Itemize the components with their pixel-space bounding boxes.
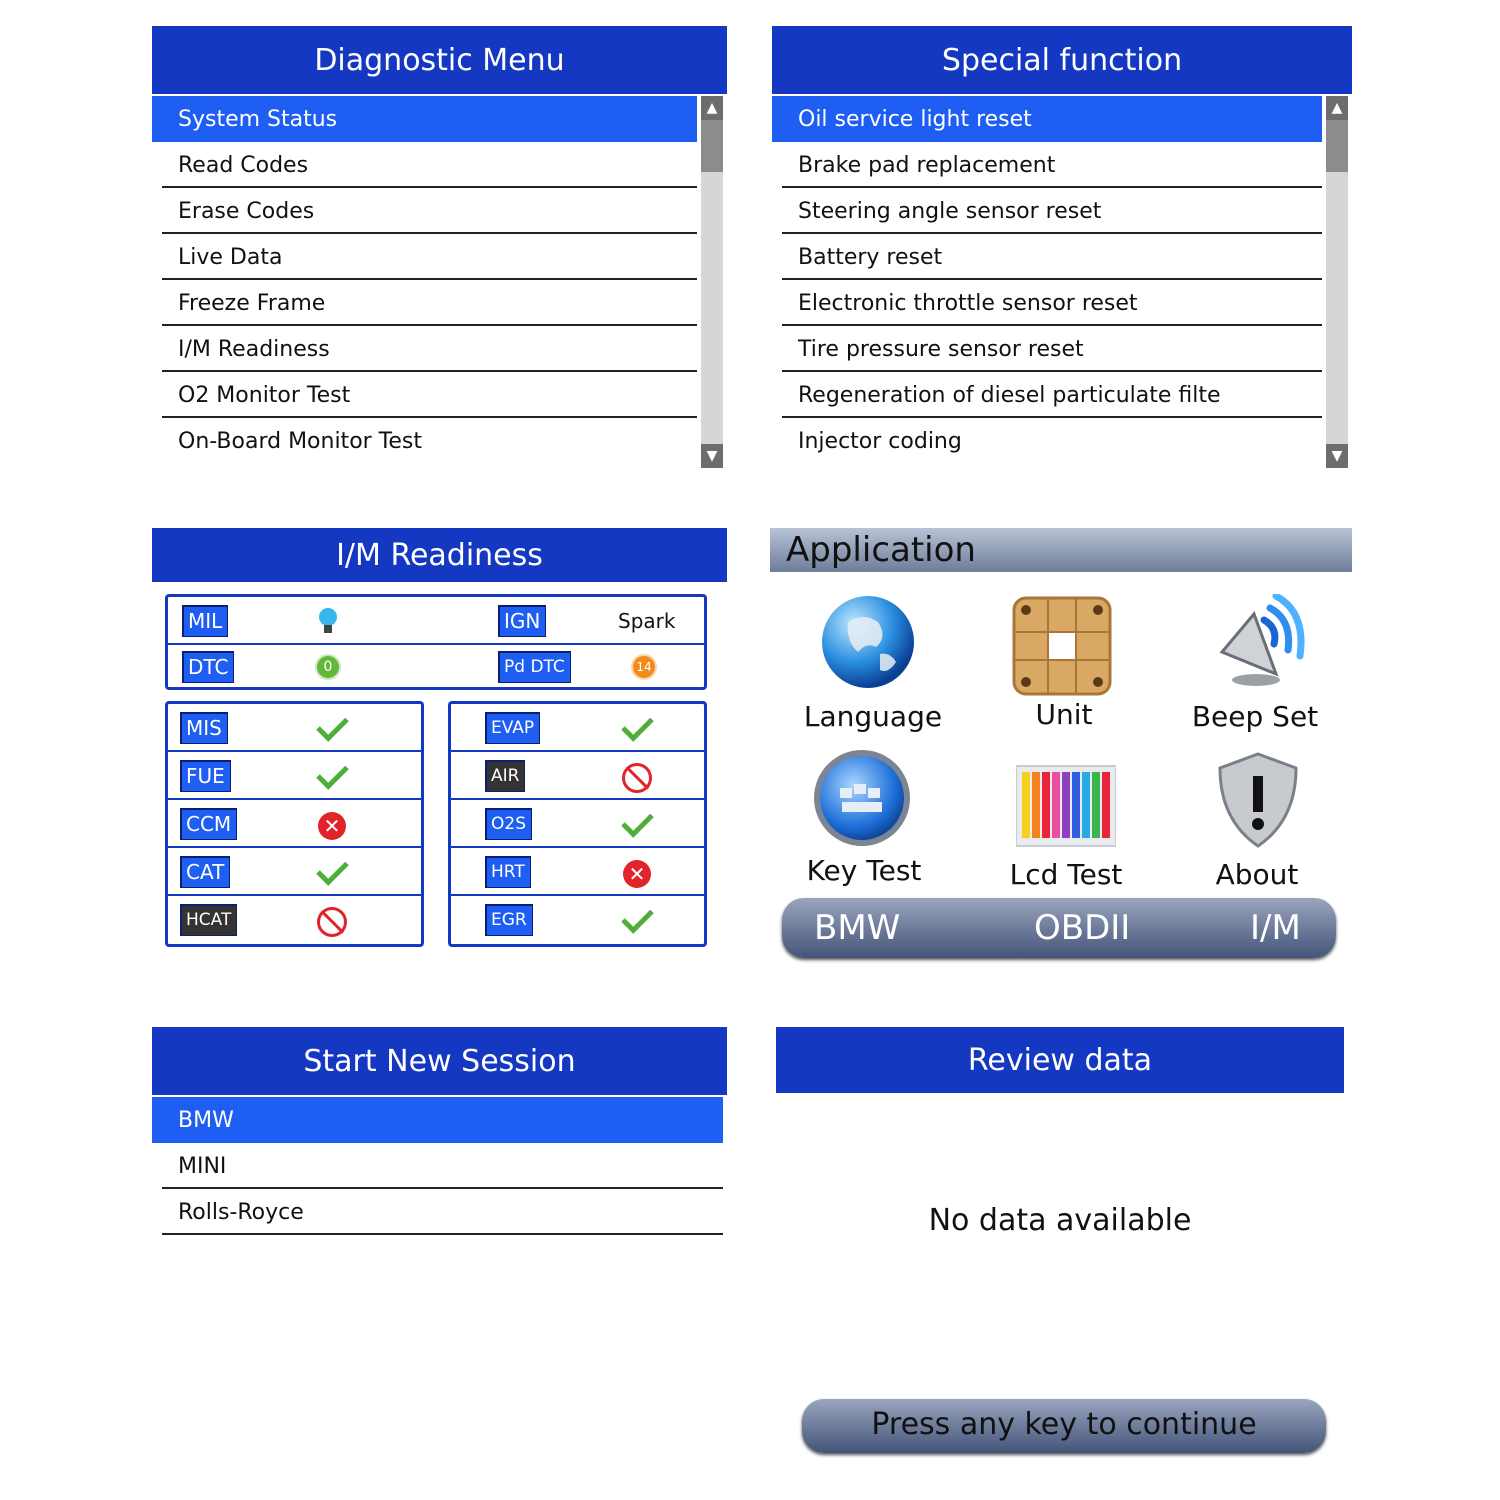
app-label: Lcd Test [1009,858,1123,891]
vehicle-mode-bar [782,898,1336,958]
scrollbar[interactable] [701,96,723,468]
ruler-frame-icon [1012,596,1112,696]
app-label: Language [803,700,943,733]
menu-list [772,96,1322,464]
scrollbar[interactable] [1326,96,1348,468]
monitor-row [451,896,704,944]
color-bars-icon [1016,756,1116,856]
empty-state-message: No data available [928,1203,1192,1238]
speaker-icon [1208,594,1308,694]
pd-dtc-tag: Pd DTC [498,651,571,683]
special-function-screen [772,26,1352,468]
monitor-tag-egr: EGR [485,904,533,936]
error-x-icon: ✕ [619,854,655,890]
error-x-icon: ✕ [314,806,350,842]
menu-item-live-data[interactable]: Live Data [152,234,697,280]
pd-dtc-count-badge: 14 [626,649,662,685]
menu-item-oil-service-reset[interactable]: Oil service light reset [772,96,1322,142]
not-supported-icon [619,758,655,794]
menu-item-o2-monitor-test[interactable]: O2 Monitor Test [152,372,697,418]
menu-item-im-readiness[interactable]: I/M Readiness [152,326,697,372]
menu-item-erase-codes[interactable]: Erase Codes [152,188,697,234]
menu-item-system-status[interactable]: System Status [152,96,697,142]
monitor-tag-fue: FUE [180,760,231,792]
screen-title: Start New Session [152,1027,727,1095]
list-item-mini[interactable]: MINI [152,1143,723,1189]
dtc-tag: DTC [182,651,234,683]
dtc-count-badge: 0 [310,649,346,685]
menu-item-injector-coding[interactable]: Injector coding [798,428,962,454]
app-label: Unit [1035,698,1093,731]
menu-item-throttle-reset[interactable]: Electronic throttle sensor reset [772,280,1322,326]
list-item-bmw[interactable]: BMW [152,1097,723,1143]
check-icon [619,902,655,938]
menu-item-brake-pad[interactable]: Brake pad replacement [772,142,1322,188]
menu-item-freeze-frame[interactable]: Freeze Frame [152,280,697,326]
monitor-box-left [165,701,424,947]
screen-title: Review data [776,1027,1344,1093]
monitor-row [451,752,704,800]
monitor-row [168,800,421,848]
screen-title: Special function [772,26,1352,94]
scroll-down-icon[interactable]: ▼ [1326,444,1348,468]
scroll-up-icon[interactable]: ▲ [701,96,723,120]
scroll-up-icon[interactable]: ▲ [1326,96,1348,120]
monitor-row [168,896,421,944]
start-new-session-screen [152,1027,727,1471]
check-icon [314,710,350,746]
menu-item-battery-reset[interactable]: Battery reset [772,234,1322,280]
menu-item-steering-angle[interactable]: Steering angle sensor reset [772,188,1322,234]
screen-title: Application [770,528,1352,572]
menu-item-tire-pressure[interactable]: Tire pressure sensor reset [772,326,1322,372]
monitor-tag-hrt: HRT [485,856,531,888]
diagnostic-menu-screen [152,26,727,468]
monitor-tag-mis: MIS [180,712,228,744]
not-supported-icon [314,902,350,938]
monitor-tag-o2s: O2S [485,808,532,840]
bar-item-bmw[interactable]: BMW [814,908,901,948]
monitor-tag-hcat: HCAT [180,904,237,936]
monitor-tag-ccm: CCM [180,808,237,840]
bar-item-im[interactable]: I/M [1250,908,1301,948]
list-item-rolls-royce[interactable]: Rolls-Royce [152,1189,723,1235]
continue-button[interactable]: Press any key to continue [802,1399,1326,1453]
monitor-box-right [448,701,707,947]
check-icon [619,710,655,746]
menu-item-read-codes[interactable]: Read Codes [152,142,697,188]
menu-list [152,96,697,464]
screen-title: Diagnostic Menu [152,26,727,94]
scroll-down-icon[interactable]: ▼ [701,444,723,468]
summary-row-1 [168,597,704,645]
app-label: Beep Set [1191,700,1319,733]
monitor-row [451,800,704,848]
monitor-row [168,704,421,752]
monitor-row [451,704,704,752]
check-icon [619,806,655,842]
scroll-thumb[interactable] [1326,120,1348,172]
monitor-tag-evap: EVAP [485,712,540,744]
monitor-row [168,752,421,800]
application-screen [770,528,1352,964]
app-label: About [1215,858,1299,891]
monitor-tag-air: AIR [485,760,525,792]
menu-item-dpf-regeneration[interactable]: Regeneration of diesel particulate filte [772,372,1322,418]
ign-tag: IGN [498,605,546,637]
menu-item-onboard-monitor-test[interactable]: On-Board Monitor Test [178,428,423,454]
screen-title: I/M Readiness [152,528,727,582]
mil-tag: MIL [182,605,228,637]
summary-box [165,594,707,690]
review-data-screen [776,1027,1344,1471]
monitor-row [451,848,704,896]
check-icon [314,758,350,794]
check-icon [314,854,350,890]
globe-icon [818,592,918,692]
keyboard-icon [812,748,912,848]
bar-item-obdii[interactable]: OBDII [1034,908,1131,948]
im-readiness-screen [152,528,727,974]
monitor-tag-cat: CAT [180,856,230,888]
summary-row-2 [168,643,704,691]
scroll-thumb[interactable] [701,120,723,172]
shield-exclamation-icon [1208,750,1308,850]
monitor-row [168,848,421,896]
vehicle-list [152,1097,723,1235]
ign-value: Spark [618,609,676,633]
app-label: Key Test [806,854,922,887]
lightbulb-icon [310,603,346,639]
